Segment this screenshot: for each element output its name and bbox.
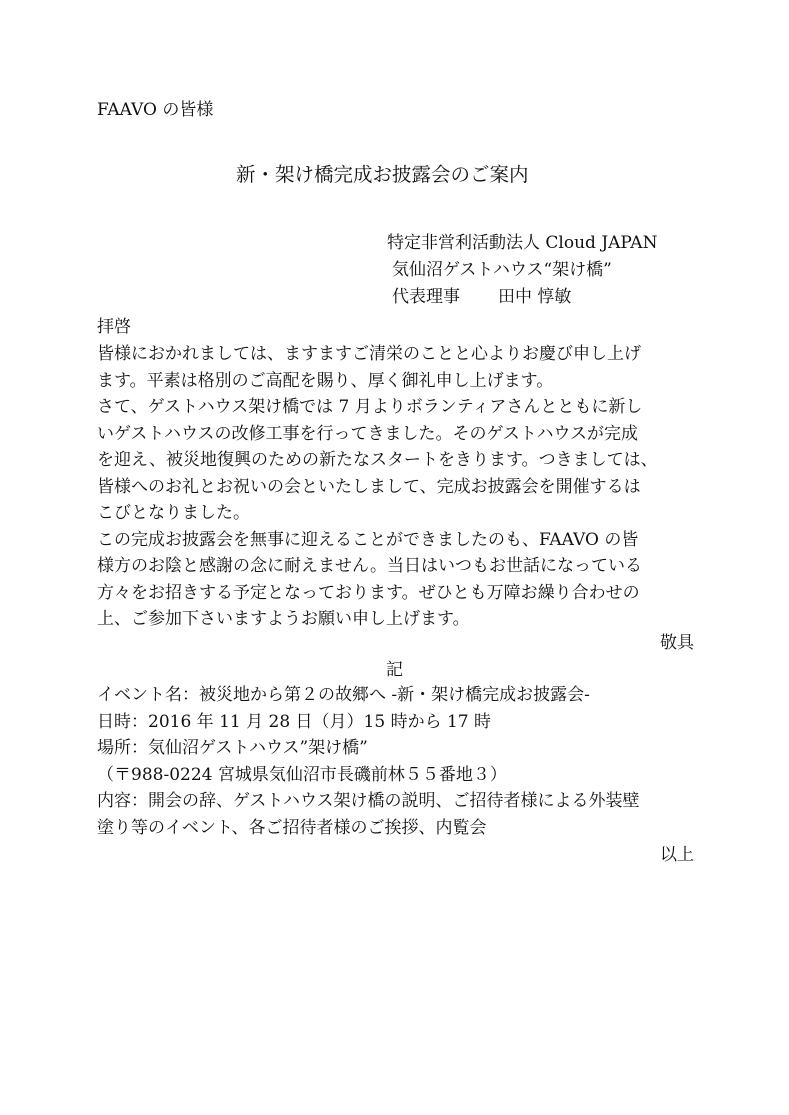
body-line: を迎え、被災地復興のための新たなスタートをきります。つきましては、 <box>97 450 658 470</box>
event-address: （〒988-0224 宮城県気仙沼市長磯前林５５番地３） <box>97 764 507 785</box>
sender-representative <box>392 284 571 310</box>
event-name: イベント名：被災地から第２の故郷へ -新・架け橋完成お披露会- <box>97 685 590 705</box>
body-line: 上、ご参加下さいますようお願い申し上げます。 <box>97 609 470 629</box>
ending-ijou: 以上 <box>660 845 694 865</box>
event-datetime: 日時：2016 年 11 月 28 日（月）15 時から 17 時 <box>97 711 492 732</box>
addressee: FAAVO の皆様 <box>97 100 214 120</box>
event-place: 場所：気仙沼ゲストハウス”架け橋” <box>97 738 368 758</box>
closing-keigu: 敬具 <box>660 633 694 653</box>
ki-marker: 記 <box>386 660 403 680</box>
body-line: 皆様へのお礼とお祝いの会といたしまして、完成お披露会を開催するは <box>97 476 641 497</box>
body-line: ます。平素は格別のご高配を賜り、厚く御礼申し上げます。 <box>97 370 554 391</box>
body-line: 方々をお招きする予定となっております。ぜひとも万障お繰り合わせの <box>97 582 640 603</box>
rep-name: 田中 惇敏 <box>498 287 572 307</box>
sender-guesthouse: 気仙沼ゲストハウス“架け橋” <box>392 260 612 280</box>
body-line: この完成お披露会を無事に迎えることができましたのも、FAAVO の皆 <box>97 529 639 550</box>
salutation: 拝啓 <box>97 317 131 337</box>
body-line: 皆様におかれましては、ますますご清栄のことと心よりお慶び申し上げ <box>97 344 641 364</box>
body-line: さて、ゲストハウス架け橋では 7 月よりボランティアさんとともに新し <box>97 397 643 417</box>
body-line: こびとなりました。 <box>97 503 250 523</box>
event-content-cont: 塗り等のイベント、各ご招待者様のご挨拶、内覧会 <box>97 817 487 838</box>
rep-title: 代表理事 <box>392 287 460 307</box>
event-content: 内容：開会の辞、ゲストハウス架け橋の説明、ご招待者様による外装壁 <box>97 791 640 811</box>
sender-organization: 特定非営利活動法人 Cloud JAPAN <box>387 233 658 253</box>
event-details <box>97 682 639 841</box>
letter-body <box>97 341 701 633</box>
letter-title: 新・架け橋完成お披露会のご案内 <box>236 163 529 186</box>
body-line: いゲストハウスの改修工事を行ってきました。そのゲストハウスが完成 <box>97 423 638 444</box>
body-line: 様方のお陰と感謝の念に耐えません。当日はいつもお世話になっている <box>97 556 643 576</box>
